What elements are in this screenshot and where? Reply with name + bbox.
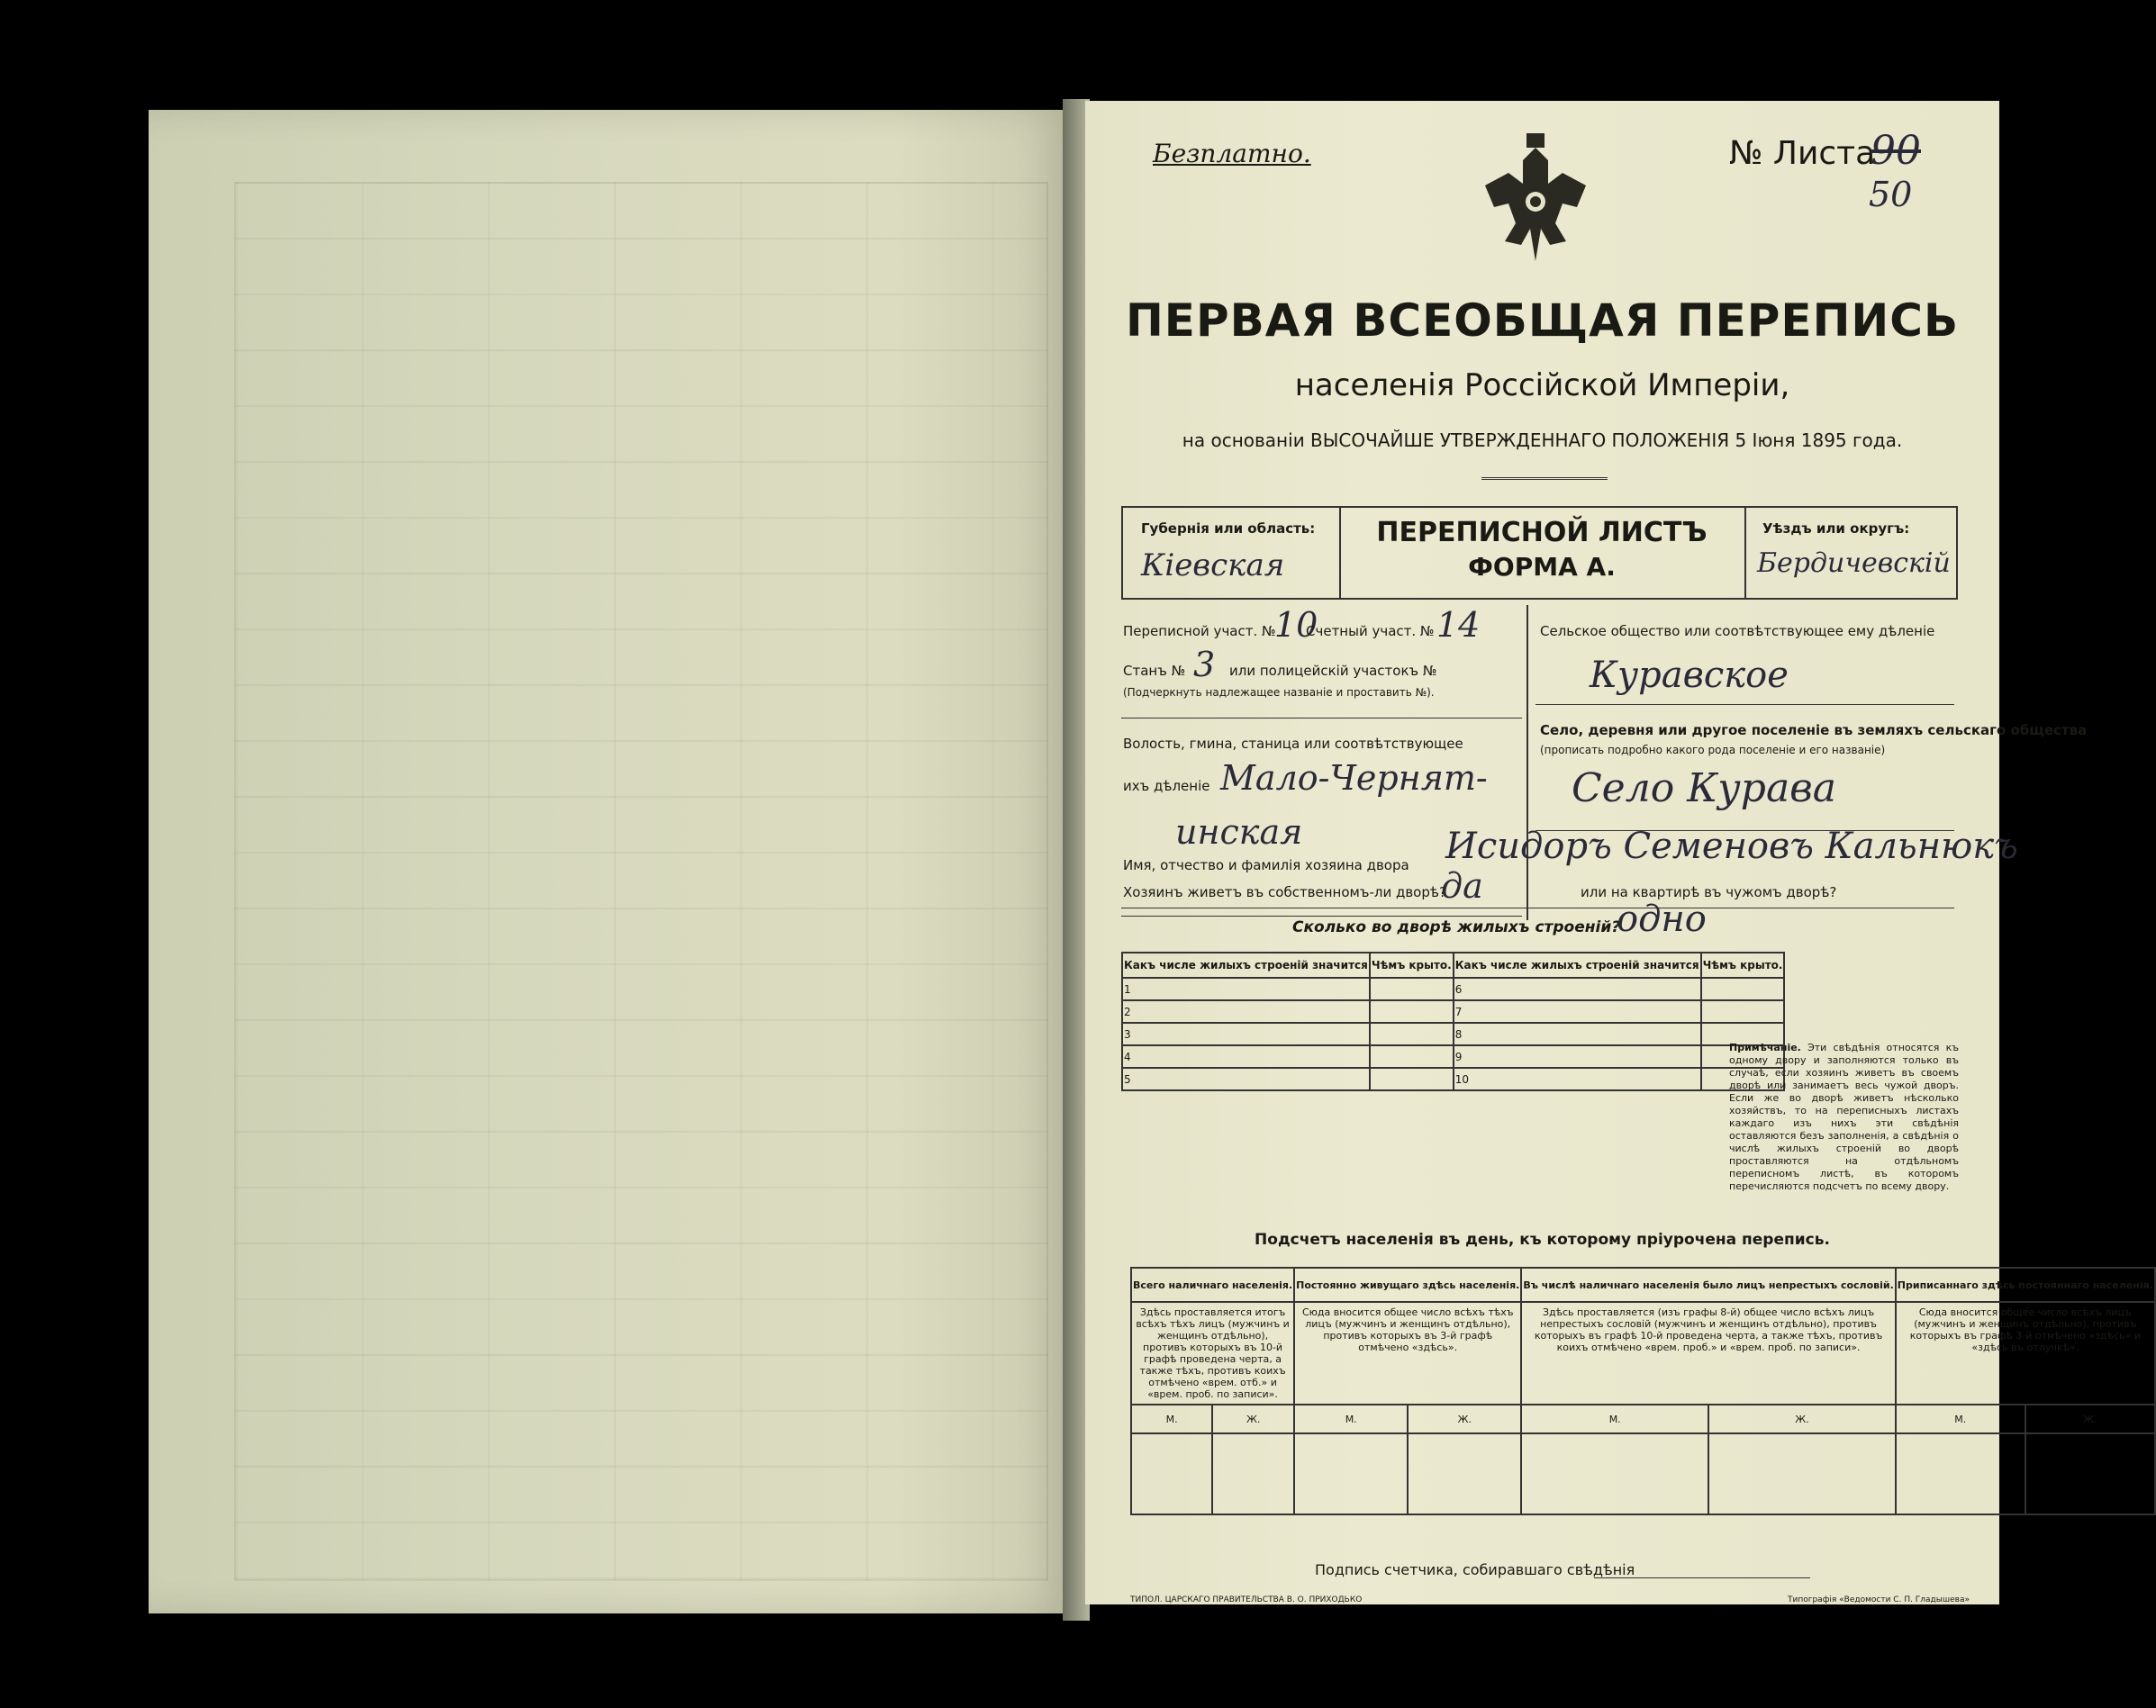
table-row: [1122, 1045, 1784, 1068]
population-heading: Подсчетъ населенія въ день, къ которому пріурочена перепись.: [1255, 1231, 1830, 1249]
stan-suffix: или полицейскій участокъ №: [1229, 663, 1437, 679]
province-label: Губернія или область:: [1141, 520, 1316, 537]
row-number: 5: [1122, 1068, 1370, 1090]
printer-right: Типографія «Ведомости С. П. Гладышева»: [1788, 1595, 1970, 1604]
row-number: 3: [1122, 1023, 1370, 1045]
male-header: М.: [1896, 1405, 2025, 1433]
ornament-divider: [1481, 477, 1608, 480]
count-district-value: 14: [1436, 605, 1481, 645]
row-number: 4: [1122, 1045, 1370, 1068]
census-basis: на основаніи ВЫСОЧАЙШЕ УТВЕРЖДЕННАГО ПОЛОЖЕНІЯ 5 Іюня 1895 года.: [1182, 429, 1903, 451]
sheet-number-label: № Листа: [1729, 135, 1876, 172]
volost-value-1: Мало-Чернят-: [1220, 758, 1488, 798]
volost-label-2: ихъ дѣленіе: [1123, 778, 1210, 794]
volost-value-2: инская: [1175, 812, 1303, 852]
population-col-title: Въ числѣ наличнаго населенія было лицъ непрестыхъ сословій.: [1521, 1268, 1895, 1302]
table-row: [1131, 1433, 2155, 1514]
population-col-desc: Сюда вносится общее число всѣхъ лицъ (мужчинъ и женщинъ отдѣльно), противъ которыхъ въ графѣ 3-й отмѣчено «здѣсь» и «здѣсь въ отлучкѣ».: [1896, 1302, 2155, 1405]
table-row: [1122, 1068, 1784, 1090]
population-col-desc: Сюда вносится общее число всѣхъ тѣхъ лицъ (мужчинъ и женщинъ отдѣльно), противъ которыхъ въ 3-й графѣ отмѣчено «здѣсь».: [1294, 1302, 1521, 1405]
row-number: 6: [1454, 978, 1701, 1000]
district-label: Уѣздъ или округъ:: [1762, 520, 1910, 537]
male-header: М.: [1294, 1405, 1408, 1433]
owner-label: Имя, отчество и фамилія хозяина двора: [1123, 857, 1409, 873]
village-label: Село, деревня или другое поселеніе въ земляхъ сельскаго общества: [1540, 722, 2088, 738]
census-subtitle: населенія Россійской Имперіи,: [1294, 367, 1790, 403]
province-cell: [1123, 508, 1341, 598]
village-value: Село Курава: [1572, 765, 1837, 811]
row-number: 7: [1454, 1000, 1701, 1023]
stan-label: Станъ №: [1123, 663, 1186, 679]
signature-line: [1594, 1577, 1810, 1578]
table-row: [1122, 1000, 1784, 1023]
bleed-through-grid: [234, 182, 1048, 1581]
village-note: (прописать подробно какого рода поселеніе и его названіе): [1540, 744, 1886, 756]
form-header-box: [1121, 506, 1958, 600]
population-col-desc: Здѣсь проставляется итогъ всѣхъ тѣхъ лицъ (мужчинъ и женщинъ отдѣльно), противъ которыхъ въ 10-й графѣ проведена черта, а также тѣхъ, противъ коихъ отмѣчено «врем. отб.» и «врем. проб. по записи».: [1131, 1302, 1294, 1405]
province-value: Кіевская: [1141, 547, 1285, 583]
buildings-col-number: Какъ числе жилыхъ строеній значится: [1122, 953, 1370, 978]
sheet-title: ПЕРЕПИСНОЙ ЛИСТЪ: [1376, 517, 1708, 548]
divider: [1121, 916, 1522, 917]
free-label: Безплатно.: [1153, 139, 1311, 168]
note-text: Эти свѣдѣнія относятся къ одному двору и заполняются только въ случаѣ, если хозяинъ живетъ въ своемъ дворѣ или занимаетъ весь чужой дворъ. Если же во дворѣ живетъ нѣсколько хозяйствъ, то на переписныхъ листахъ каждаго изъ нихъ эти свѣдѣнія оставляются безъ заполненія, а свѣдѣнія о числѣ жилыхъ строеній во дворѣ проставляются на отдѣльномъ переписномъ листѣ, въ которомъ перечисляются подсчетъ по всему двору.: [1729, 1042, 1959, 1192]
buildings-value: одно: [1617, 899, 1707, 940]
volost-label-1: Волость, гмина, станица или соотвѣтствующее: [1123, 736, 1463, 752]
row-number: 10: [1454, 1068, 1701, 1090]
census-form-page: [1085, 101, 2153, 1604]
population-col-desc: Здѣсь проставляется (изъ графы 8-й) общее число всѣхъ лицъ непрестыхъ сословій (мужчинъ и женщинъ отдѣльно), противъ которыхъ въ графѣ 10-й проведена черта, а также тѣхъ, противъ коихъ отмѣчено «врем. проб.» и «врем. проб. по записи».: [1521, 1302, 1895, 1405]
buildings-col-number: Какъ числе жилыхъ строеній значится: [1454, 953, 1701, 978]
column-divider: [1526, 605, 1528, 920]
society-label: Сельское общество или соотвѣтствующее ему дѣленіе: [1540, 623, 1935, 639]
male-header: М.: [1131, 1405, 1212, 1433]
count-district-label: Счетный участ. №: [1306, 623, 1435, 639]
signature-label: Подпись счетчика, собиравшаго свѣдѣнія: [1315, 1561, 1635, 1578]
stan-value: 3: [1193, 645, 1216, 684]
form-name: ФОРМА А.: [1468, 552, 1616, 582]
female-header: Ж.: [1212, 1405, 1294, 1433]
note-block: [1729, 1042, 1959, 1193]
rented-label: или на квартирѣ въ чужомъ дворѣ?: [1581, 884, 1837, 900]
stan-note: (Подчеркнуть надлежащее названіе и проставить №).: [1123, 686, 1435, 699]
population-col-title: Постоянно живущаго здѣсь населенія.: [1294, 1268, 1521, 1302]
divider: [1535, 704, 1954, 705]
table-row: [1122, 1023, 1784, 1045]
census-title: ПЕРВАЯ ВСЕОБЩАЯ ПЕРЕПИСЬ: [1125, 294, 1960, 347]
row-number: 8: [1454, 1023, 1701, 1045]
buildings-col-roof: Чѣмъ крыто.: [1370, 953, 1454, 978]
buildings-col-roof: Чѣмъ крыто.: [1701, 953, 1785, 978]
buildings-table: [1121, 952, 1785, 1091]
district-cell: [1744, 508, 1956, 598]
census-district-label: Переписной участ. №: [1123, 623, 1276, 639]
female-header: Ж.: [1708, 1405, 1896, 1433]
population-table: [1130, 1267, 2156, 1515]
blank-left-page: [149, 110, 1076, 1613]
population-col-title: Приписаннаго здѣсь постояннаго населенія.: [1896, 1268, 2155, 1302]
table-row: [1122, 978, 1784, 1000]
own-yard-value: да: [1441, 866, 1483, 906]
sheet-title-cell: [1339, 508, 1746, 598]
sheet-number-value: 90: [1871, 128, 1921, 174]
female-header: Ж.: [2025, 1405, 2155, 1433]
male-header: М.: [1521, 1405, 1708, 1433]
row-number: 9: [1454, 1045, 1701, 1068]
printer-left: ТИПОЛ. ЦАРСКАГО ПРАВИТЕЛЬСТВА В. О. ПРИХОДЬКО: [1130, 1595, 1363, 1604]
row-number: 2: [1122, 1000, 1370, 1023]
note-label: Примѣчаніе.: [1729, 1042, 1801, 1053]
sheet-number-corrected: 50: [1869, 175, 1913, 214]
district-value: Бердичевскій: [1757, 547, 1951, 579]
society-value: Куравское: [1590, 655, 1789, 696]
buildings-label: Сколько во дворѣ жилыхъ строеній?: [1292, 918, 1621, 936]
row-number: 1: [1122, 978, 1370, 1000]
owner-value: Исидоръ Семеновъ Кальнюкъ: [1445, 826, 2018, 867]
own-yard-label: Хозяинъ живетъ въ собственномъ-ли дворѣ?: [1123, 884, 1446, 900]
imperial-eagle-icon: [1472, 130, 1599, 274]
population-col-title: Всего наличнаго населенія.: [1131, 1268, 1294, 1302]
census-district-value: 10: [1274, 605, 1318, 645]
female-header: Ж.: [1408, 1405, 1521, 1433]
